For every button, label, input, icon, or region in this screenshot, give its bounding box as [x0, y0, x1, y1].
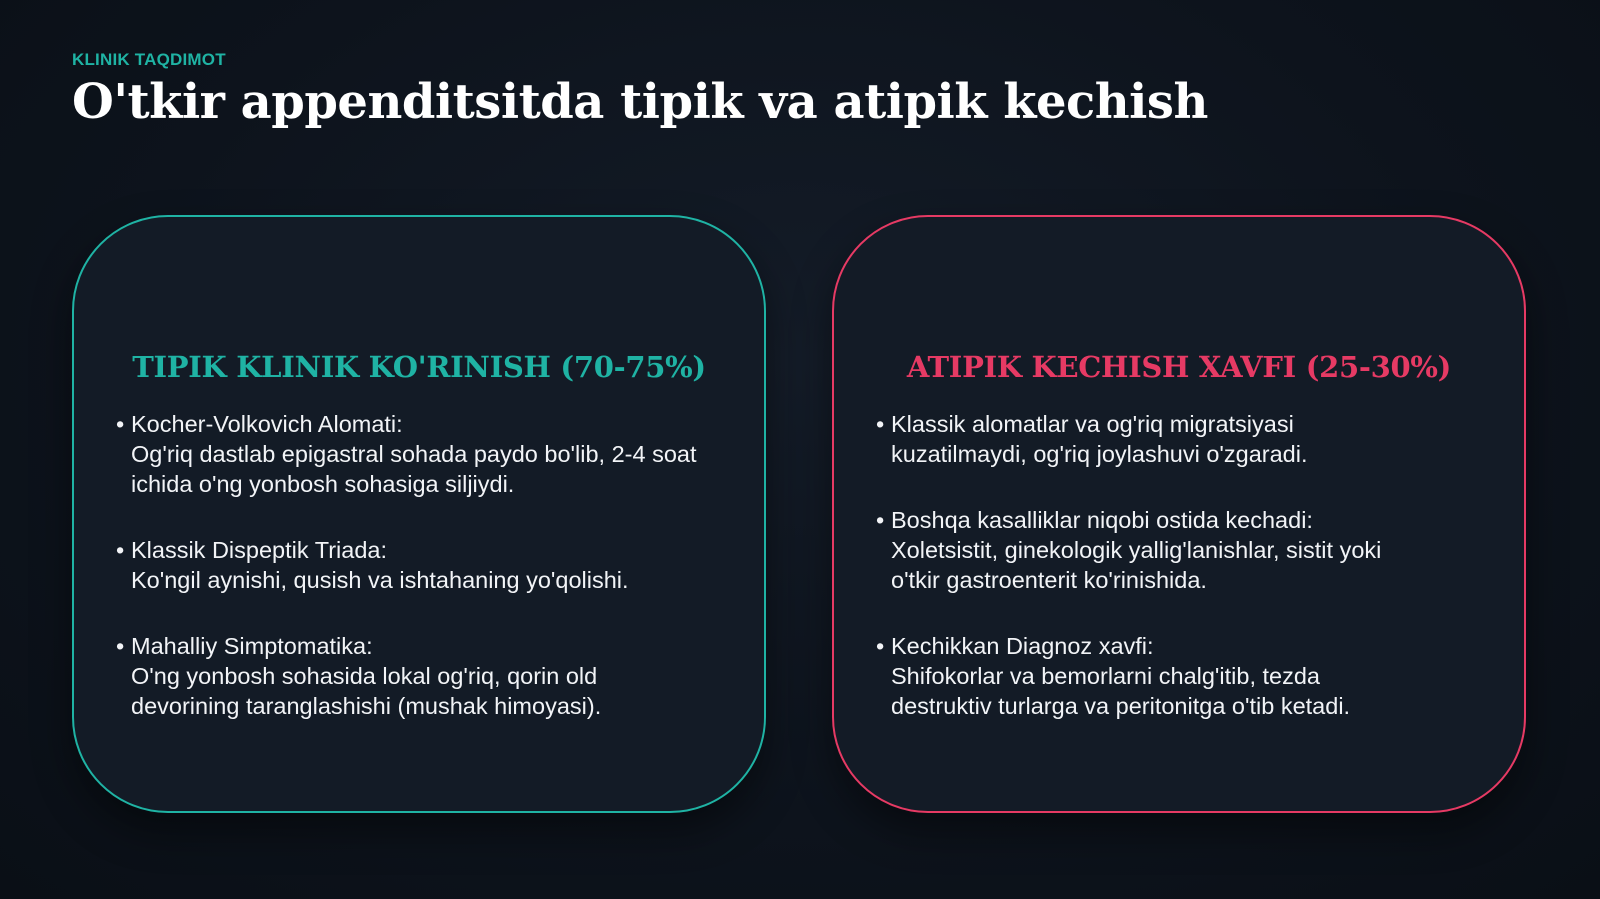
bullet-list — [876, 409, 1494, 757]
bullet-item — [116, 535, 734, 595]
bullet-text-line: Xoletsistit, ginekologik yallig'lanishlar, sistit yoki — [891, 537, 1382, 563]
bullet-dot-icon: • — [876, 507, 885, 533]
bullet-list — [116, 409, 734, 757]
bullet-text-line: Ko'ngil aynishi, qusish va ishtahaning yo'qolishi. — [131, 567, 629, 593]
bullet-text-line: kuzatilmaydi, og'riq joylashuvi o'zgaradi. — [891, 441, 1308, 467]
card-heading: TIPIK KLINIK KO'RINISH (70-75%) — [132, 350, 706, 384]
bullet-dot-icon: • — [876, 411, 885, 437]
bullet-heading: Boshqa kasalliklar niqobi ostida kechadi: — [891, 507, 1313, 533]
bullet-text-line: Og'riq dastlab epigastral sohada paydo bo'lib, 2-4 soat — [131, 441, 697, 467]
bullet-text-line: devorining taranglashishi (mushak himoyasi). — [131, 693, 602, 719]
atypical-course-card — [832, 215, 1526, 813]
bullet-text-line: ichida o'ng yonbosh sohasiga siljiydi. — [131, 471, 515, 497]
bullet-heading: Klassik alomatlar va og'riq migratsiyasi — [891, 411, 1294, 437]
bullet-dot-icon: • — [116, 411, 125, 437]
bullet-item — [876, 631, 1494, 721]
bullet-item — [876, 409, 1494, 469]
bullet-dot-icon: • — [116, 537, 125, 563]
bullet-dot-icon: • — [116, 633, 125, 659]
typical-presentation-card — [72, 215, 766, 813]
bullet-dot-icon: • — [876, 633, 885, 659]
bullet-item — [116, 409, 734, 499]
bullet-text-line: o'tkir gastroenterit ko'rinishida. — [891, 567, 1207, 593]
bullet-heading: Kocher-Volkovich Alomati: — [131, 411, 403, 437]
bullet-text-line: Shifokorlar va bemorlarni chalg'itib, tezda — [891, 663, 1321, 689]
slide-title: O'tkir appenditsitda tipik va atipik kechish — [72, 74, 1208, 130]
card-heading: ATIPIK KECHISH XAVFI (25-30%) — [906, 350, 1452, 384]
bullet-item — [876, 505, 1494, 595]
bullet-item — [116, 631, 734, 721]
bullet-heading: Klassik Dispeptik Triada: — [131, 537, 387, 563]
bullet-text-line: O'ng yonbosh sohasida lokal og'riq, qorin old — [131, 663, 598, 689]
bullet-text-line: destruktiv turlarga va peritonitga o'tib ketadi. — [891, 693, 1351, 719]
eyebrow-label: KLINIK TAQDIMOT — [72, 50, 226, 69]
bullet-heading: Kechikkan Diagnoz xavfi: — [891, 633, 1154, 659]
bullet-heading: Mahalliy Simptomatika: — [131, 633, 373, 659]
